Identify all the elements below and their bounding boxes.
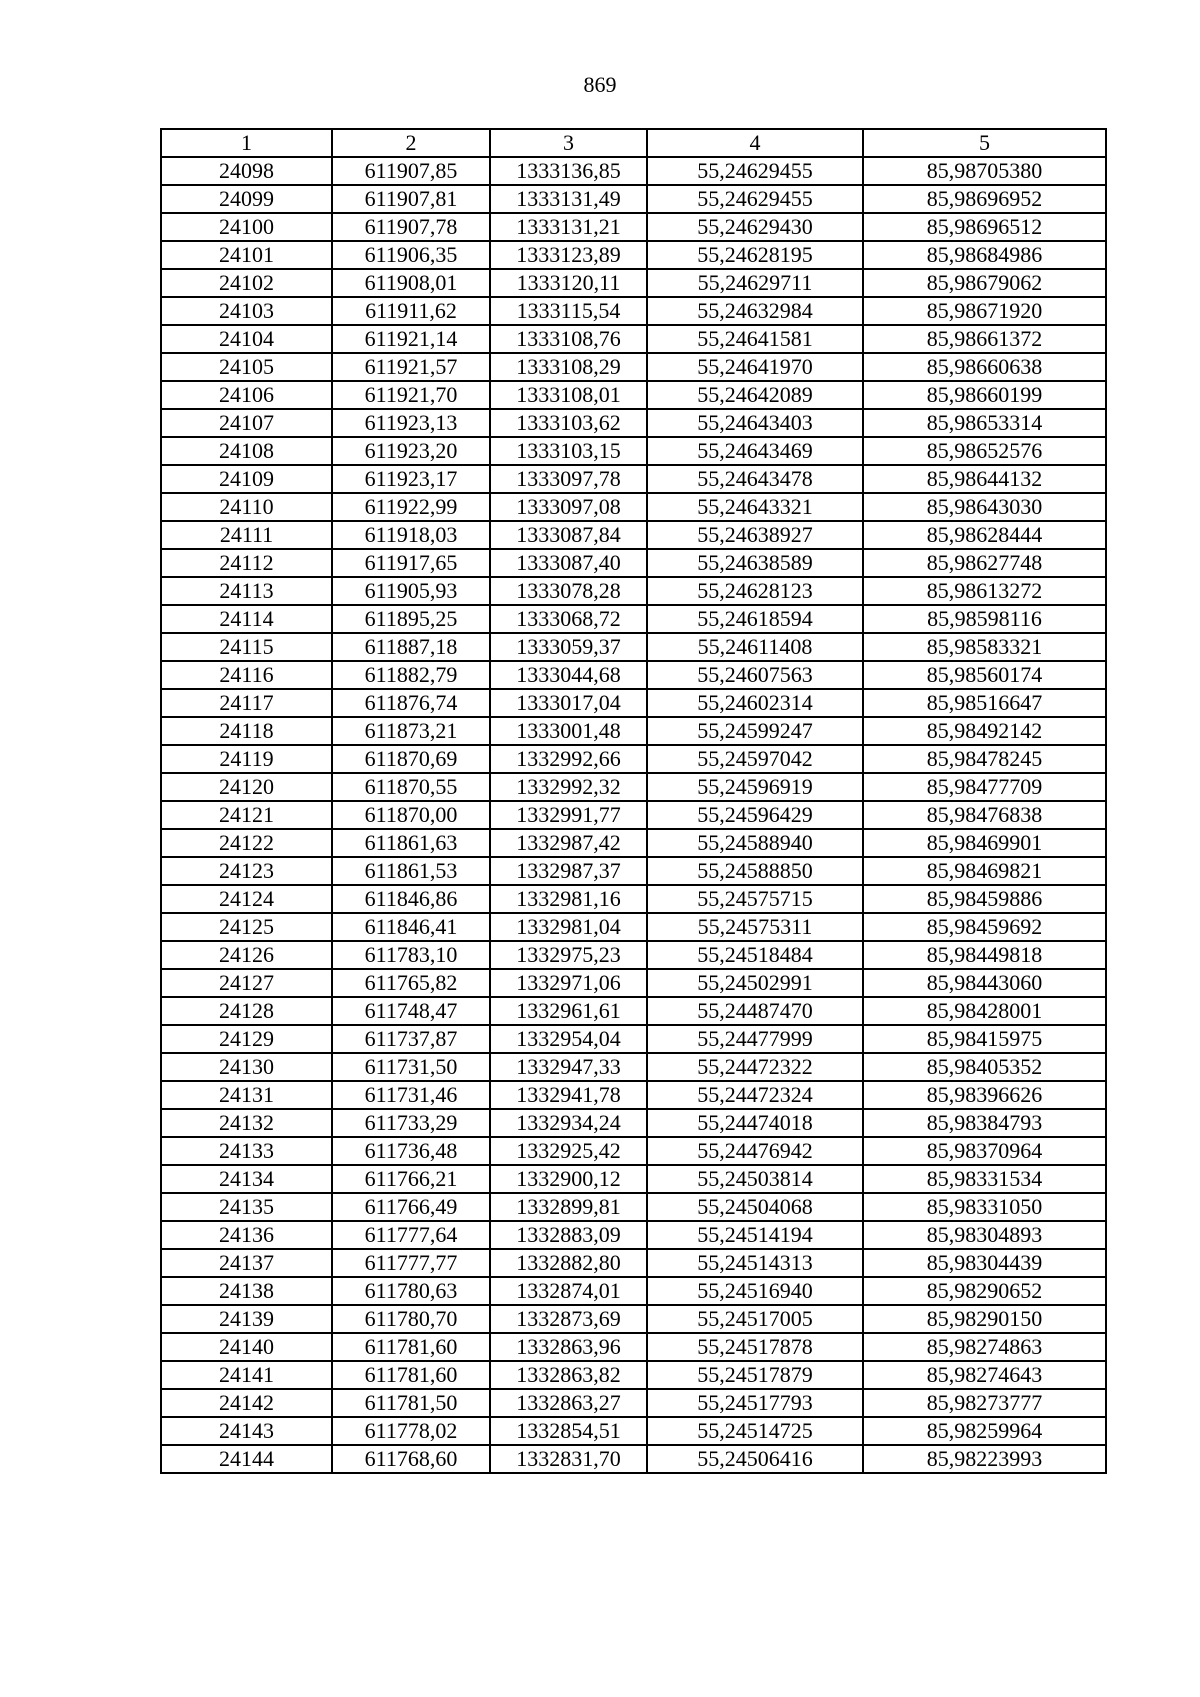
table-cell-col-4: 55,24516940 [647,1277,863,1305]
table-cell-col-1: 24112 [161,549,332,577]
table-cell-col-1: 24143 [161,1417,332,1445]
table-cell-col-4: 55,24575715 [647,885,863,913]
table-cell-col-5: 85,98331050 [863,1193,1106,1221]
table-row [161,829,1106,857]
table-row [161,1249,1106,1277]
table-cell-col-2: 611780,63 [332,1277,490,1305]
table-cell-col-2: 611736,48 [332,1137,490,1165]
table-cell-col-2: 611781,60 [332,1361,490,1389]
table-cell-col-4: 55,24618594 [647,605,863,633]
table-cell-col-2: 611861,63 [332,829,490,857]
table-cell-col-5: 85,98583321 [863,633,1106,661]
table-cell-col-4: 55,24472324 [647,1081,863,1109]
table-cell-col-4: 55,24611408 [647,633,863,661]
table-cell-col-1: 24142 [161,1389,332,1417]
table-cell-col-1: 24134 [161,1165,332,1193]
table-cell-col-5: 85,98290652 [863,1277,1106,1305]
table-row [161,1445,1106,1473]
table-cell-col-4: 55,24514194 [647,1221,863,1249]
table-cell-col-2: 611918,03 [332,521,490,549]
table-cell-col-4: 55,24596429 [647,801,863,829]
table-cell-col-4: 55,24504068 [647,1193,863,1221]
table-cell-col-3: 1333001,48 [490,717,647,745]
table-row [161,409,1106,437]
table-cell-col-3: 1332882,80 [490,1249,647,1277]
table-cell-col-5: 85,98696952 [863,185,1106,213]
table-cell-col-4: 55,24597042 [647,745,863,773]
coordinates-table [160,128,1107,1474]
table-row [161,689,1106,717]
table-cell-col-4: 55,24477999 [647,1025,863,1053]
table-cell-col-4: 55,24643321 [647,493,863,521]
table-cell-col-2: 611861,53 [332,857,490,885]
table-cell-col-3: 1332873,69 [490,1305,647,1333]
table-cell-col-3: 1332831,70 [490,1445,647,1473]
table-cell-col-4: 55,24502991 [647,969,863,997]
table-cell-col-2: 611768,60 [332,1445,490,1473]
table-cell-col-4: 55,24629455 [647,157,863,185]
table-cell-col-1: 24110 [161,493,332,521]
table-cell-col-1: 24114 [161,605,332,633]
table-cell-col-1: 24122 [161,829,332,857]
table-cell-col-5: 85,98628444 [863,521,1106,549]
table-cell-col-3: 1333017,04 [490,689,647,717]
table-cell-col-3: 1332971,06 [490,969,647,997]
table-cell-col-1: 24136 [161,1221,332,1249]
table-row [161,885,1106,913]
table-cell-col-2: 611846,41 [332,913,490,941]
table-row [161,661,1106,689]
table-cell-col-2: 611846,86 [332,885,490,913]
table-cell-col-2: 611907,78 [332,213,490,241]
table-cell-col-2: 611766,21 [332,1165,490,1193]
table-cell-col-3: 1332900,12 [490,1165,647,1193]
table-cell-col-3: 1333097,08 [490,493,647,521]
table-cell-col-2: 611921,70 [332,381,490,409]
table-cell-col-2: 611921,14 [332,325,490,353]
table-cell-col-3: 1332925,42 [490,1137,647,1165]
table-cell-col-5: 85,98660199 [863,381,1106,409]
table-cell-col-3: 1333059,37 [490,633,647,661]
table-cell-col-1: 24123 [161,857,332,885]
table-row [161,717,1106,745]
table-cell-col-4: 55,24503814 [647,1165,863,1193]
table-cell-col-4: 55,24588850 [647,857,863,885]
table-cell-col-3: 1332941,78 [490,1081,647,1109]
table-cell-col-5: 85,98478245 [863,745,1106,773]
table-cell-col-5: 85,98428001 [863,997,1106,1025]
table-cell-col-3: 1333108,76 [490,325,647,353]
table-cell-col-4: 55,24487470 [647,997,863,1025]
table-cell-col-2: 611870,69 [332,745,490,773]
table-cell-col-1: 24141 [161,1361,332,1389]
table-cell-col-4: 55,24629430 [647,213,863,241]
table-row [161,913,1106,941]
table-cell-col-4: 55,24607563 [647,661,863,689]
table-cell-col-2: 611870,00 [332,801,490,829]
table-row [161,577,1106,605]
table-row [161,549,1106,577]
table-cell-col-1: 24104 [161,325,332,353]
table-cell-col-3: 1333103,15 [490,437,647,465]
table-cell-col-5: 85,98653314 [863,409,1106,437]
table-row [161,1361,1106,1389]
table-row [161,381,1106,409]
table-cell-col-4: 55,24641581 [647,325,863,353]
table-cell-col-2: 611907,85 [332,157,490,185]
table-cell-col-3: 1332934,24 [490,1109,647,1137]
table-row [161,493,1106,521]
table-row [161,997,1106,1025]
table-cell-col-4: 55,24517793 [647,1389,863,1417]
table-cell-col-3: 1333123,89 [490,241,647,269]
table-cell-col-2: 611923,13 [332,409,490,437]
table-row [161,941,1106,969]
table-cell-col-1: 24132 [161,1109,332,1137]
table-row [161,1389,1106,1417]
table-row [161,213,1106,241]
table-cell-col-1: 24116 [161,661,332,689]
column-header-1: 1 [161,129,332,157]
table-cell-col-3: 1332961,61 [490,997,647,1025]
table-cell-col-3: 1333103,62 [490,409,647,437]
table-cell-col-3: 1333115,54 [490,297,647,325]
table-cell-col-5: 85,98290150 [863,1305,1106,1333]
table-cell-col-2: 611870,55 [332,773,490,801]
table-cell-col-5: 85,98560174 [863,661,1106,689]
table-cell-col-1: 24121 [161,801,332,829]
table-cell-col-1: 24113 [161,577,332,605]
table-cell-col-1: 24128 [161,997,332,1025]
table-cell-col-5: 85,98644132 [863,465,1106,493]
table-cell-col-3: 1333097,78 [490,465,647,493]
table-row [161,1025,1106,1053]
table-cell-col-2: 611731,46 [332,1081,490,1109]
table-cell-col-4: 55,24643478 [647,465,863,493]
table-cell-col-4: 55,24638589 [647,549,863,577]
table-cell-col-5: 85,98273777 [863,1389,1106,1417]
table-cell-col-2: 611922,99 [332,493,490,521]
table-header [161,129,1106,157]
table-cell-col-3: 1332954,04 [490,1025,647,1053]
table-cell-col-2: 611783,10 [332,941,490,969]
table-cell-col-1: 24101 [161,241,332,269]
table-cell-col-1: 24117 [161,689,332,717]
table-cell-col-1: 24135 [161,1193,332,1221]
table-row [161,1221,1106,1249]
table-cell-col-1: 24138 [161,1277,332,1305]
table-cell-col-3: 1332863,27 [490,1389,647,1417]
table-cell-col-5: 85,98627748 [863,549,1106,577]
table-cell-col-5: 85,98476838 [863,801,1106,829]
table-cell-col-4: 55,24517878 [647,1333,863,1361]
table-row [161,1277,1106,1305]
table-cell-col-1: 24140 [161,1333,332,1361]
table-cell-col-4: 55,24506416 [647,1445,863,1473]
table-body [161,157,1106,1473]
table-cell-col-4: 55,24588940 [647,829,863,857]
table-cell-col-4: 55,24632984 [647,297,863,325]
table-cell-col-5: 85,98598116 [863,605,1106,633]
table-row [161,745,1106,773]
table-cell-col-3: 1333120,11 [490,269,647,297]
table-cell-col-1: 24133 [161,1137,332,1165]
table-cell-col-3: 1332987,37 [490,857,647,885]
table-cell-col-1: 24115 [161,633,332,661]
table-cell-col-1: 24100 [161,213,332,241]
table-cell-col-3: 1332883,09 [490,1221,647,1249]
table-cell-col-5: 85,98696512 [863,213,1106,241]
table-cell-col-5: 85,98449818 [863,941,1106,969]
table-cell-col-1: 24107 [161,409,332,437]
table-row [161,1081,1106,1109]
table-cell-col-5: 85,98223993 [863,1445,1106,1473]
table-cell-col-2: 611781,60 [332,1333,490,1361]
table-cell-col-1: 24118 [161,717,332,745]
table-cell-col-1: 24124 [161,885,332,913]
table-cell-col-1: 24108 [161,437,332,465]
table-cell-col-1: 24137 [161,1249,332,1277]
table-cell-col-4: 55,24476942 [647,1137,863,1165]
table-cell-col-5: 85,98469901 [863,829,1106,857]
table-cell-col-2: 611908,01 [332,269,490,297]
table-cell-col-2: 611777,64 [332,1221,490,1249]
table-cell-col-4: 55,24518484 [647,941,863,969]
table-cell-col-5: 85,98652576 [863,437,1106,465]
table-cell-col-3: 1332854,51 [490,1417,647,1445]
table-cell-col-3: 1333131,21 [490,213,647,241]
table-row [161,521,1106,549]
table-cell-col-4: 55,24638927 [647,521,863,549]
table-cell-col-2: 611876,74 [332,689,490,717]
table-cell-col-2: 611906,35 [332,241,490,269]
table-row [161,1053,1106,1081]
table-cell-col-4: 55,24641970 [647,353,863,381]
table-row [161,857,1106,885]
table-row [161,437,1106,465]
table-cell-col-3: 1332975,23 [490,941,647,969]
table-cell-col-2: 611737,87 [332,1025,490,1053]
table-cell-col-3: 1332874,01 [490,1277,647,1305]
table-cell-col-1: 24099 [161,185,332,213]
table-cell-col-3: 1333068,72 [490,605,647,633]
table-row [161,353,1106,381]
header-row [161,129,1106,157]
table-cell-col-5: 85,98415975 [863,1025,1106,1053]
table-cell-col-4: 55,24514725 [647,1417,863,1445]
table-row [161,801,1106,829]
table-cell-col-5: 85,98259964 [863,1417,1106,1445]
table-row [161,185,1106,213]
table-row [161,1417,1106,1445]
table-cell-col-5: 85,98274863 [863,1333,1106,1361]
table-cell-col-4: 55,24474018 [647,1109,863,1137]
table-cell-col-2: 611781,50 [332,1389,490,1417]
table-cell-col-5: 85,98684986 [863,241,1106,269]
table-cell-col-2: 611895,25 [332,605,490,633]
table-row [161,325,1106,353]
table-row [161,157,1106,185]
table-cell-col-1: 24144 [161,1445,332,1473]
table-cell-col-3: 1332981,04 [490,913,647,941]
table-cell-col-5: 85,98384793 [863,1109,1106,1137]
table-cell-col-1: 24119 [161,745,332,773]
table-cell-col-1: 24139 [161,1305,332,1333]
table-cell-col-3: 1332863,96 [490,1333,647,1361]
table-cell-col-4: 55,24642089 [647,381,863,409]
table-cell-col-2: 611882,79 [332,661,490,689]
table-cell-col-3: 1333131,49 [490,185,647,213]
table-cell-col-3: 1332992,32 [490,773,647,801]
table-cell-col-2: 611765,82 [332,969,490,997]
table-cell-col-1: 24111 [161,521,332,549]
table-cell-col-3: 1333136,85 [490,157,647,185]
table-cell-col-5: 85,98469821 [863,857,1106,885]
table-cell-col-4: 55,24575311 [647,913,863,941]
column-header-3: 3 [490,129,647,157]
table-cell-col-2: 611778,02 [332,1417,490,1445]
table-cell-col-5: 85,98643030 [863,493,1106,521]
table-cell-col-3: 1332947,33 [490,1053,647,1081]
table-cell-col-4: 55,24629711 [647,269,863,297]
table-cell-col-5: 85,98613272 [863,577,1106,605]
table-cell-col-4: 55,24472322 [647,1053,863,1081]
table-cell-col-4: 55,24517879 [647,1361,863,1389]
table-cell-col-1: 24109 [161,465,332,493]
table-cell-col-5: 85,98516647 [863,689,1106,717]
table-cell-col-5: 85,98331534 [863,1165,1106,1193]
table-cell-col-4: 55,24628195 [647,241,863,269]
table-cell-col-3: 1332863,82 [490,1361,647,1389]
table-cell-col-4: 55,24599247 [647,717,863,745]
table-cell-col-5: 85,98705380 [863,157,1106,185]
table-cell-col-5: 85,98396626 [863,1081,1106,1109]
table-row [161,1109,1106,1137]
table-cell-col-1: 24102 [161,269,332,297]
table-cell-col-5: 85,98304439 [863,1249,1106,1277]
table-row [161,773,1106,801]
table-cell-col-1: 24126 [161,941,332,969]
table-row [161,1305,1106,1333]
table-cell-col-2: 611731,50 [332,1053,490,1081]
table-row [161,605,1106,633]
table-cell-col-5: 85,98370964 [863,1137,1106,1165]
page-number: 869 [583,72,617,97]
table-cell-col-2: 611748,47 [332,997,490,1025]
table-cell-col-2: 611777,77 [332,1249,490,1277]
table-cell-col-3: 1333044,68 [490,661,647,689]
table-cell-col-3: 1333108,01 [490,381,647,409]
table-cell-col-3: 1332992,66 [490,745,647,773]
table-cell-col-1: 24098 [161,157,332,185]
table-cell-col-1: 24106 [161,381,332,409]
table-cell-col-2: 611905,93 [332,577,490,605]
table-cell-col-5: 85,98405352 [863,1053,1106,1081]
table-cell-col-3: 1332987,42 [490,829,647,857]
table-cell-col-5: 85,98459692 [863,913,1106,941]
column-header-4: 4 [647,129,863,157]
table-cell-col-1: 24131 [161,1081,332,1109]
table-row [161,297,1106,325]
table-row [161,269,1106,297]
table-cell-col-2: 611921,57 [332,353,490,381]
table-cell-col-5: 85,98660638 [863,353,1106,381]
table-cell-col-5: 85,98661372 [863,325,1106,353]
table-row [161,465,1106,493]
table-cell-col-5: 85,98671920 [863,297,1106,325]
table-cell-col-3: 1333108,29 [490,353,647,381]
table-cell-col-4: 55,24643469 [647,437,863,465]
table-cell-col-5: 85,98304893 [863,1221,1106,1249]
table-cell-col-5: 85,98459886 [863,885,1106,913]
table-row [161,1193,1106,1221]
table-cell-col-2: 611733,29 [332,1109,490,1137]
table-cell-col-2: 611766,49 [332,1193,490,1221]
column-header-5: 5 [863,129,1106,157]
table-cell-col-2: 611911,62 [332,297,490,325]
table-cell-col-4: 55,24602314 [647,689,863,717]
table-cell-col-1: 24103 [161,297,332,325]
table-cell-col-1: 24105 [161,353,332,381]
table-cell-col-3: 1332991,77 [490,801,647,829]
table-cell-col-2: 611923,20 [332,437,490,465]
table-row [161,241,1106,269]
table-cell-col-3: 1333087,40 [490,549,647,577]
table-cell-col-2: 611887,18 [332,633,490,661]
table-cell-col-4: 55,24628123 [647,577,863,605]
table-cell-col-2: 611923,17 [332,465,490,493]
table-cell-col-4: 55,24596919 [647,773,863,801]
table-cell-col-4: 55,24517005 [647,1305,863,1333]
table-cell-col-3: 1332899,81 [490,1193,647,1221]
table-row [161,1137,1106,1165]
table-cell-col-1: 24129 [161,1025,332,1053]
table-cell-col-5: 85,98477709 [863,773,1106,801]
table-cell-col-3: 1333087,84 [490,521,647,549]
table-cell-col-4: 55,24643403 [647,409,863,437]
table-cell-col-1: 24125 [161,913,332,941]
table-cell-col-1: 24130 [161,1053,332,1081]
table-cell-col-4: 55,24629455 [647,185,863,213]
table-row [161,633,1106,661]
table-cell-col-5: 85,98679062 [863,269,1106,297]
table-row [161,1165,1106,1193]
table-cell-col-5: 85,98443060 [863,969,1106,997]
table-cell-col-3: 1332981,16 [490,885,647,913]
table-row [161,1333,1106,1361]
table-cell-col-2: 611917,65 [332,549,490,577]
table-cell-col-2: 611873,21 [332,717,490,745]
table-cell-col-2: 611780,70 [332,1305,490,1333]
table-cell-col-1: 24120 [161,773,332,801]
table-cell-col-4: 55,24514313 [647,1249,863,1277]
table-cell-col-2: 611907,81 [332,185,490,213]
column-header-2: 2 [332,129,490,157]
table-cell-col-5: 85,98492142 [863,717,1106,745]
table-cell-col-5: 85,98274643 [863,1361,1106,1389]
table-cell-col-3: 1333078,28 [490,577,647,605]
table-row [161,969,1106,997]
table-cell-col-1: 24127 [161,969,332,997]
